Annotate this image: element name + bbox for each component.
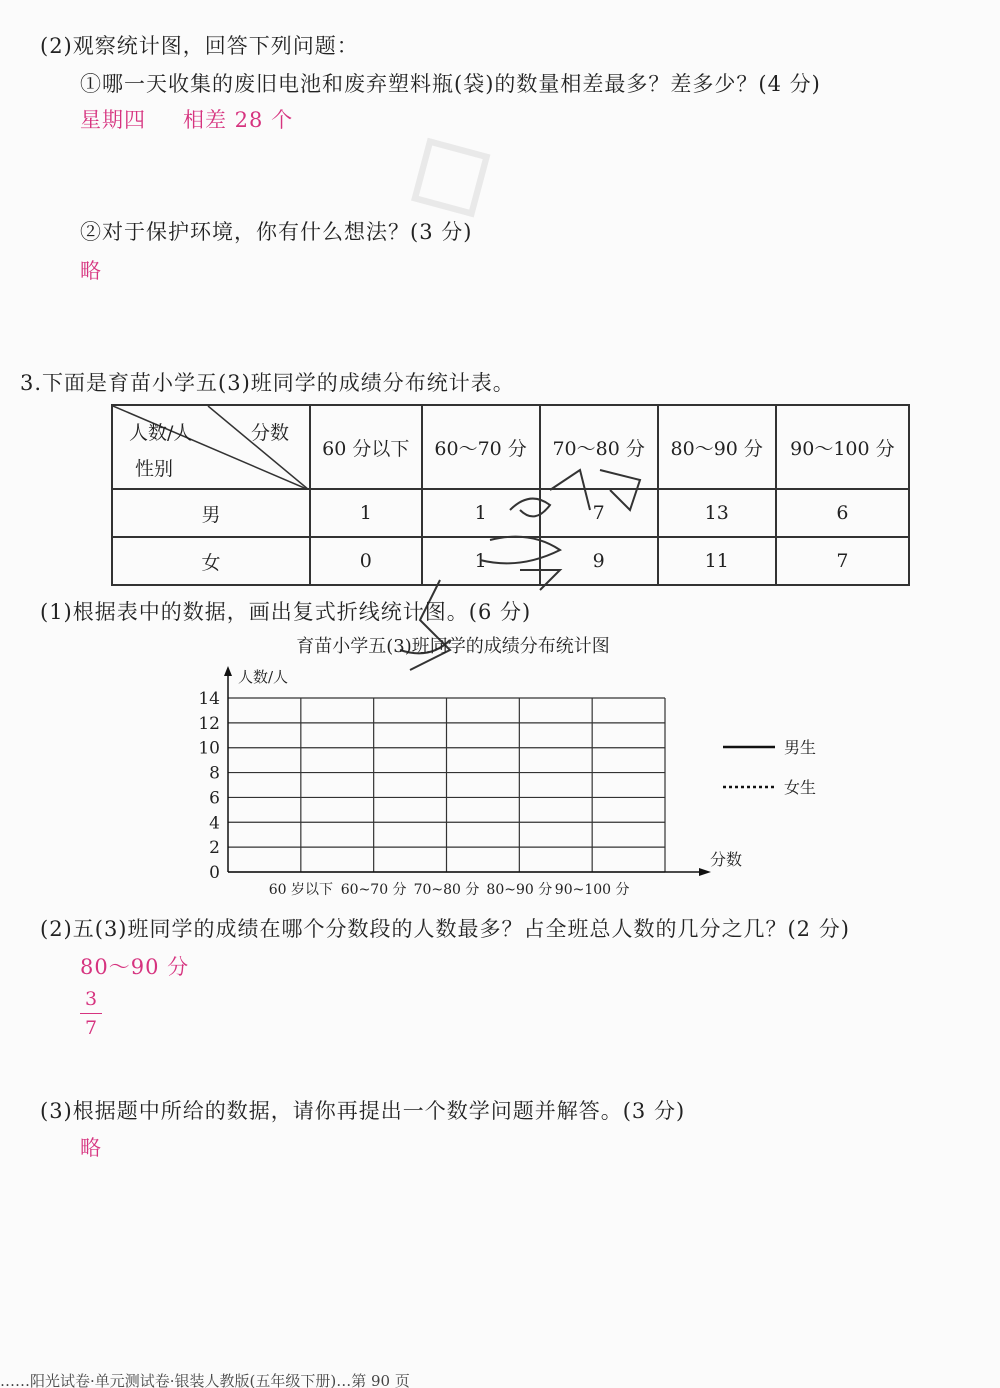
corner-score-label: 分数: [251, 422, 290, 444]
table-header-cell: 70～80 分: [540, 405, 658, 489]
x-axis-arrow-icon: [699, 868, 711, 876]
table-corner: [112, 405, 310, 489]
table-cell: 7: [776, 537, 909, 585]
y-tick-label: 4: [209, 813, 220, 834]
q3-title: 3.下面是育苗小学五(3)班同学的成绩分布统计表。: [20, 371, 515, 395]
fraction-numerator: 3: [84, 988, 98, 1010]
y-tick-label: 14: [198, 689, 220, 709]
table-header-cell: 80～90 分: [658, 405, 776, 489]
x-tick-label: 80~90 分: [486, 882, 553, 898]
y-tick-label: 10: [198, 738, 220, 759]
part2-answer-2: 略: [80, 259, 102, 283]
table-cell: 9: [540, 537, 658, 585]
part2-answer-day: 星期四: [80, 108, 146, 132]
y-tick-label: 12: [198, 713, 220, 734]
table-cell: 1: [310, 489, 422, 537]
table-cell: 0: [310, 537, 422, 585]
chart-legend: [723, 738, 816, 797]
y-axis-arrow-icon: [224, 666, 232, 676]
q3-sub2-fraction: [80, 988, 102, 1039]
q3-sub1: (1)根据表中的数据，画出复式折线统计图。(6 分): [40, 600, 532, 624]
table-cell: 1: [422, 537, 540, 585]
y-tick-label: 0: [209, 863, 220, 883]
table-cell: 11: [658, 537, 776, 585]
part2-question-1: ①哪一天收集的废旧电池和废弃塑料瓶(袋)的数量相差最多？差多少？(4 分): [80, 72, 821, 96]
chart-y-axis-label: 人数/人: [238, 668, 289, 686]
x-tick-label: 90~100 分: [554, 882, 630, 898]
fraction-denominator: 7: [84, 1017, 98, 1039]
q3-sub3-answer: 略: [80, 1136, 102, 1160]
table-cell: 1: [422, 489, 540, 537]
y-tick-label: 8: [209, 763, 220, 784]
line-chart: [190, 630, 830, 900]
chart-x-axis-label: 分数: [710, 850, 743, 869]
part2-answer-diff: 相差 28 个: [183, 108, 294, 132]
chart-title: 育苗小学五(3)班同学的成绩分布统计图: [296, 636, 610, 657]
x-tick-label: 70~80 分: [413, 882, 480, 898]
table-cell: 7: [540, 489, 658, 537]
table-cell: 13: [658, 489, 776, 537]
legend-label: 女生: [784, 778, 817, 797]
y-tick-label: 6: [209, 788, 220, 809]
q3-sub2-answer: 80～90 分: [80, 955, 190, 979]
q3-sub2: (2)五(3)班同学的成绩在哪个分数段的人数最多？占全班总人数的几分之几？(2 分): [40, 917, 850, 941]
table-header-cell: 60 分以下: [310, 405, 422, 489]
legend-label: 男生: [784, 738, 817, 757]
fraction-bar: [80, 1013, 102, 1014]
q3-sub3: (3)根据题中所给的数据，请你再提出一个数学问题并解答。(3 分): [40, 1099, 686, 1123]
x-tick-label: 60~70 分: [340, 882, 407, 898]
table-header-cell: 60～70 分: [422, 405, 540, 489]
x-tick-label: 60 岁以下: [268, 882, 333, 898]
chart-x-ticks: [269, 881, 630, 898]
table-header-cell: 90～100 分: [776, 405, 909, 489]
y-tick-label: 2: [209, 838, 220, 859]
chart-y-ticks: [198, 689, 220, 883]
table-row-label: 男: [112, 489, 310, 537]
part2-question-2: ②对于保护环境，你有什么想法？(3 分): [80, 220, 473, 244]
page-footer: ……阳光试卷·单元测试卷·银装人教版(五年级下册)…第 90 页: [0, 1372, 410, 1388]
chart-grid: [228, 698, 665, 872]
corner-gender-label: 性别: [135, 458, 174, 480]
corner-count-label: 人数/人: [129, 422, 193, 444]
part2-heading: (2)观察统计图，回答下列问题：: [40, 34, 359, 58]
table-row-label: 女: [112, 537, 310, 585]
watermark: ◇: [371, 86, 521, 253]
table-cell: 6: [776, 489, 909, 537]
